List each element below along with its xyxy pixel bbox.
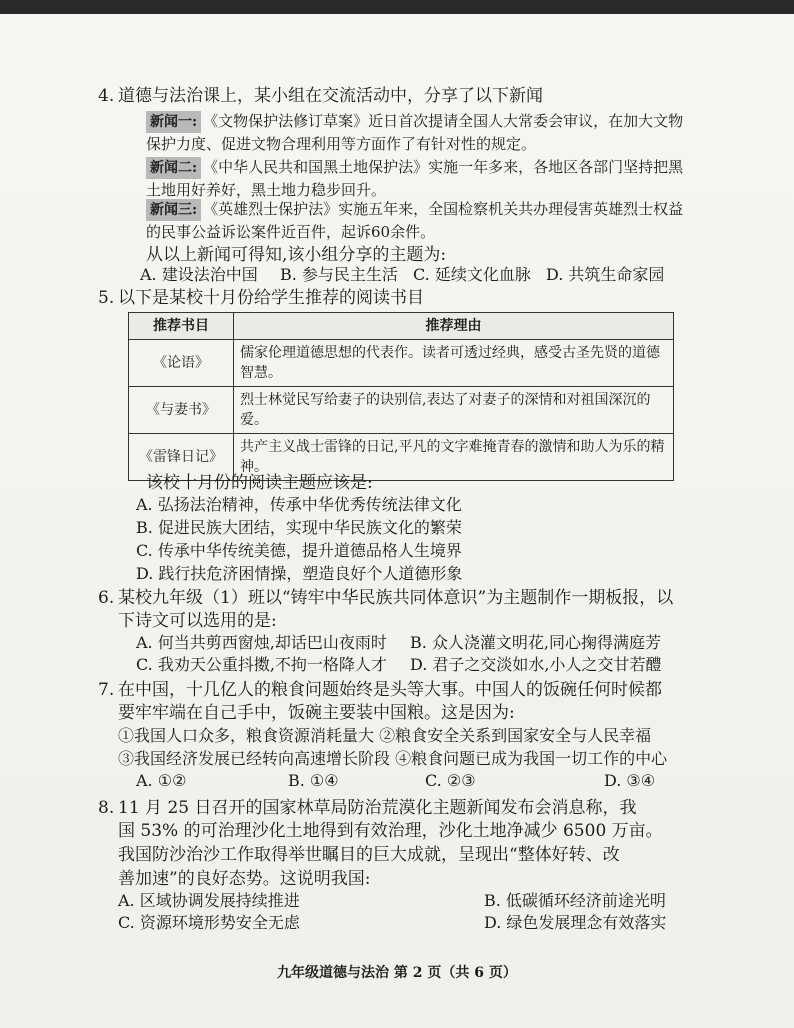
option-c[interactable]: C. 传承中华传统美德，提升道德品格人生境界 <box>136 541 462 560</box>
book-reason: 共产主义战士雷锋的日记,平凡的文字难掩青春的激情和助人为乐的精神。 <box>234 434 674 481</box>
option-a[interactable]: A. 弘扬法治精神，传承中华优秀传统法律文化 <box>136 495 462 514</box>
question-4-prompt: 从以上新闻可得知,该小组分享的主题为: <box>146 245 447 265</box>
question-text: 11 月 25 日召开的国家林草局防治荒漠化主题新闻发布会消息称，我 <box>118 798 637 818</box>
question-6-stem <box>98 586 678 610</box>
question-6-stem-cont: 下诗文可以选用的是: <box>118 611 277 631</box>
option-c[interactable]: C. 资源环境形势安全无虑 <box>118 913 300 932</box>
option-b[interactable]: B. ①④ <box>288 771 339 790</box>
book-reason: 烈士林觉民写给妻子的诀别信,表达了对妻子的深情和对祖国深沉的爱。 <box>234 387 674 434</box>
option-b[interactable]: B. 参与民主生活 <box>280 265 398 284</box>
option-d[interactable]: D. 共筑生命家园 <box>546 265 665 284</box>
option-d[interactable]: D. 君子之交淡如水,小人之交甘若醴 <box>410 655 662 674</box>
question-8-stem-cont: 我国防沙治沙工作取得举世瞩目的巨大成就，呈现出“整体好转、改 <box>118 845 620 865</box>
option-a[interactable]: A. 建设法治中国 <box>140 265 258 284</box>
news-item-1 <box>146 110 686 155</box>
question-5-stem <box>98 286 678 310</box>
news-text: 《中华人民共和国黑土地保护法》实施一年多来，各地区各部门坚持把黑土地用好养好，黑土地力稳步回升。 <box>146 158 684 199</box>
news-tag: 新闻三: <box>146 199 201 221</box>
question-7-stem-cont: 要牢牢端在自己手中，饭碗主要装中国粮。这是因为: <box>118 703 515 723</box>
news-text: 《英雄烈士保护法》实施五年来，全国检察机关共办理侵害英雄烈士权益的民事公益诉讼案件近百件，起诉60余件。 <box>146 200 684 241</box>
news-item-2 <box>146 156 686 201</box>
option-d[interactable]: D. 绿色发展理念有效落实 <box>484 913 667 932</box>
option-b[interactable]: B. 促进民族大团结，实现中华民族文化的繁荣 <box>136 518 462 537</box>
option-a[interactable]: A. ①② <box>136 771 187 790</box>
question-number: 8. <box>98 798 115 818</box>
book-title: 《雷锋日记》 <box>129 434 234 481</box>
question-8-stem-cont: 善加速”的良好态势。这说明我国: <box>118 869 371 889</box>
option-a[interactable]: A. 何当共剪西窗烛,却话巴山夜雨时 <box>136 633 387 652</box>
table-header: 推荐理由 <box>234 313 674 340</box>
option-d[interactable]: D. ③④ <box>604 771 656 790</box>
question-number: 6. <box>98 588 115 608</box>
news-tag: 新闻二: <box>146 157 201 179</box>
statement-items-1: ①我国人口众多，粮食资源消耗量大 ②粮食安全关系到国家安全与人民幸福 <box>118 726 652 745</box>
question-number: 4. <box>98 86 115 106</box>
option-b[interactable]: B. 众人浇灌文明花,同心掬得满庭芳 <box>410 633 662 652</box>
question-8-stem-cont: 国 53% 的可治理沙化土地得到有效治理，沙化土地净减少 6500 万亩。 <box>118 821 663 841</box>
news-text: 《文物保护法修订草案》近日首次提请全国人大常委会审议，在加大文物保护力度、促进文物合理利用等方面作了有针对性的规定。 <box>146 112 684 153</box>
option-a[interactable]: A. 区域协调发展持续推进 <box>118 891 300 910</box>
option-c[interactable]: C. 延续文化血脉 <box>413 265 531 284</box>
book-table <box>128 312 674 481</box>
book-title: 《与妻书》 <box>129 387 234 434</box>
question-5-prompt: 该校十月份的阅读主题应该是: <box>146 473 373 493</box>
question-number: 5. <box>98 288 115 308</box>
question-text: 以下是某校十月份给学生推荐的阅读书目 <box>118 288 424 308</box>
table-header: 推荐书目 <box>129 313 234 340</box>
option-c[interactable]: C. 我劝天公重抖擞,不拘一格降人才 <box>136 655 387 674</box>
question-7-stem <box>98 678 678 702</box>
page-footer: 九年级道德与法治 第 2 页（共 6 页） <box>277 965 517 981</box>
news-item-3 <box>146 198 686 243</box>
table-row <box>129 387 674 434</box>
book-title: 《论语》 <box>129 340 234 387</box>
question-text: 在中国，十几亿人的粮食问题始终是头等大事。中国人的饭碗任何时候都 <box>118 680 662 700</box>
news-tag: 新闻一: <box>146 111 201 133</box>
table-header-row <box>129 313 674 340</box>
question-text: 某校九年级（1）班以“铸牢中华民族共同体意识”为主题制作一期板报，以 <box>118 588 674 608</box>
question-8-stem <box>98 796 678 820</box>
option-c[interactable]: C. ②③ <box>425 771 476 790</box>
table-row <box>129 340 674 387</box>
statement-items-2: ③我国经济发展已经转向高速增长阶段 ④粮食问题已成为我国一切工作的中心 <box>118 749 668 768</box>
question-4-stem <box>98 84 678 108</box>
option-d[interactable]: D. 践行扶危济困情操，塑造良好个人道德形象 <box>136 564 463 583</box>
scan-top-edge <box>0 0 794 14</box>
question-number: 7. <box>98 680 115 700</box>
book-reason: 儒家伦理道德思想的代表作。读者可透过经典，感受古圣先贤的道德智慧。 <box>234 340 674 387</box>
option-b[interactable]: B. 低碳循环经济前途光明 <box>484 891 666 910</box>
question-text: 道德与法治课上，某小组在交流活动中，分享了以下新闻 <box>118 86 543 106</box>
